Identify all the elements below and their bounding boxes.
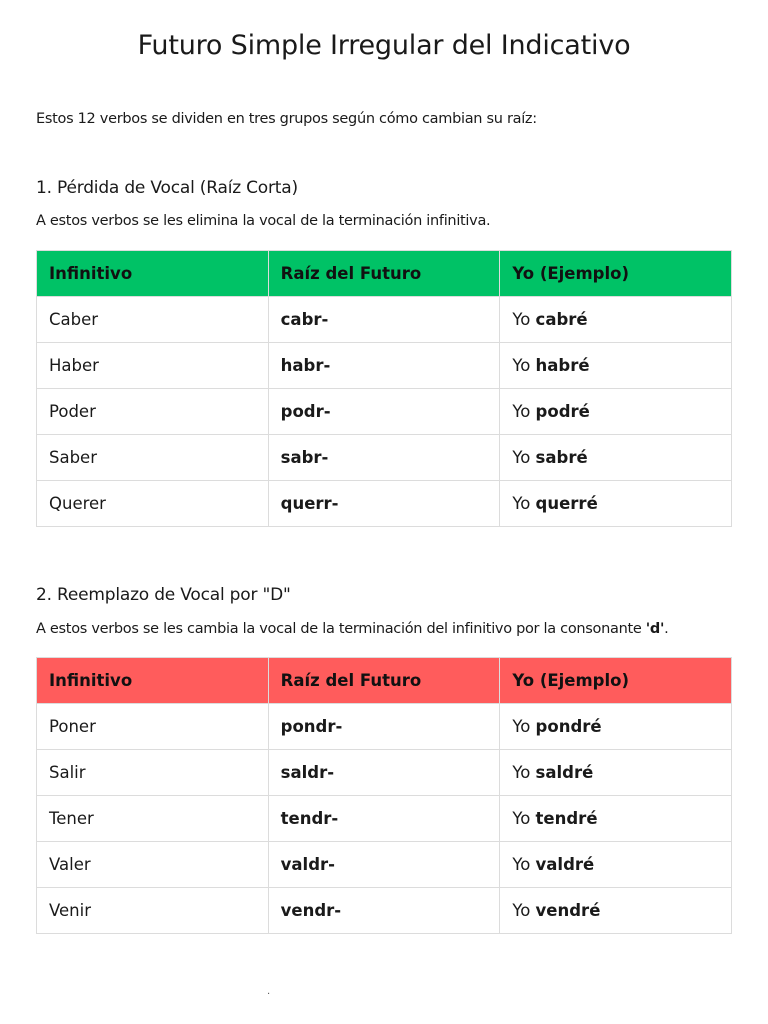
pronoun-text: Yo xyxy=(512,402,531,421)
footer-mark: . xyxy=(267,986,271,997)
conjugation-text: sabré xyxy=(535,448,588,467)
root-text: habr- xyxy=(280,356,331,375)
cell-root xyxy=(268,842,500,888)
cell-root xyxy=(268,435,500,481)
cell-infinitive: Venir xyxy=(37,888,269,934)
conjugation-text: cabré xyxy=(535,310,588,329)
conjugation-text: saldré xyxy=(535,763,594,782)
cell-infinitive: Poner xyxy=(37,704,269,750)
description-emphasis: 'd' xyxy=(645,621,665,637)
conjugation-text: vendré xyxy=(535,901,601,920)
root-text: tendr- xyxy=(280,809,339,828)
pronoun-text: Yo xyxy=(512,494,531,513)
cell-root xyxy=(268,297,500,343)
cell-root xyxy=(268,796,500,842)
table-header-row xyxy=(37,658,732,704)
root-text: sabr- xyxy=(280,448,329,467)
cell-example xyxy=(500,435,732,481)
root-text: podr- xyxy=(280,402,331,421)
conjugation-text: habré xyxy=(535,356,590,375)
cell-root xyxy=(268,888,500,934)
table-row xyxy=(37,888,732,934)
table-row xyxy=(37,297,732,343)
conjugation-text: podré xyxy=(535,402,590,421)
header-root: Raíz del Futuro xyxy=(268,658,500,704)
cell-example xyxy=(500,842,732,888)
cell-example xyxy=(500,343,732,389)
cell-infinitive: Haber xyxy=(37,343,269,389)
description-text: A estos verbos se les cambia la vocal de la terminación del infinitivo por la consonante xyxy=(36,621,642,637)
root-text: saldr- xyxy=(280,763,335,782)
cell-infinitive: Caber xyxy=(37,297,269,343)
cell-infinitive: Valer xyxy=(37,842,269,888)
conjugation-text: tendré xyxy=(535,809,598,828)
cell-root xyxy=(268,750,500,796)
cell-infinitive: Tener xyxy=(37,796,269,842)
cell-example xyxy=(500,888,732,934)
pronoun-text: Yo xyxy=(512,763,531,782)
cell-example xyxy=(500,796,732,842)
table-row xyxy=(37,343,732,389)
pronoun-text: Yo xyxy=(512,809,531,828)
pronoun-text: Yo xyxy=(512,717,531,736)
cell-example xyxy=(500,704,732,750)
description-end: . xyxy=(664,621,669,637)
section-heading-vowel-loss: 1. Pérdida de Vocal (Raíz Corta) xyxy=(36,178,298,198)
root-text: querr- xyxy=(280,494,339,513)
cell-example xyxy=(500,389,732,435)
intro-text: Estos 12 verbos se dividen en tres grupos según cómo cambian su raíz: xyxy=(36,111,537,127)
section-heading-vowel-to-d: 2. Reemplazo de Vocal por "D" xyxy=(36,585,291,605)
conjugation-text: pondré xyxy=(535,717,602,736)
pronoun-text: Yo xyxy=(512,855,531,874)
table-header-row xyxy=(37,251,732,297)
header-example: Yo (Ejemplo) xyxy=(500,251,732,297)
header-example: Yo (Ejemplo) xyxy=(500,658,732,704)
page-title: Futuro Simple Irregular del Indicativo xyxy=(137,30,631,61)
root-text: vendr- xyxy=(280,901,342,920)
cell-example xyxy=(500,750,732,796)
table-row xyxy=(37,435,732,481)
verb-table-vowel-to-d xyxy=(36,657,732,934)
table-row xyxy=(37,750,732,796)
header-root: Raíz del Futuro xyxy=(268,251,500,297)
table-row xyxy=(37,796,732,842)
pronoun-text: Yo xyxy=(512,356,531,375)
conjugation-text: valdré xyxy=(535,855,595,874)
header-infinitive: Infinitivo xyxy=(37,251,269,297)
table-row xyxy=(37,842,732,888)
header-infinitive: Infinitivo xyxy=(37,658,269,704)
pronoun-text: Yo xyxy=(512,310,531,329)
conjugation-text: querré xyxy=(535,494,598,513)
pronoun-text: Yo xyxy=(512,448,531,467)
section-description-vowel-to-d xyxy=(36,621,668,637)
root-text: cabr- xyxy=(280,310,329,329)
cell-example xyxy=(500,297,732,343)
verb-table-vowel-loss xyxy=(36,250,732,527)
section-description-vowel-loss: A estos verbos se les elimina la vocal de la terminación infinitiva. xyxy=(36,213,491,229)
cell-root xyxy=(268,389,500,435)
table-row xyxy=(37,481,732,527)
cell-root xyxy=(268,481,500,527)
cell-infinitive: Poder xyxy=(37,389,269,435)
table-row xyxy=(37,704,732,750)
root-text: valdr- xyxy=(280,855,335,874)
table-row xyxy=(37,389,732,435)
cell-root xyxy=(268,343,500,389)
cell-infinitive: Salir xyxy=(37,750,269,796)
root-text: pondr- xyxy=(280,717,343,736)
cell-root xyxy=(268,704,500,750)
cell-infinitive: Querer xyxy=(37,481,269,527)
cell-infinitive: Saber xyxy=(37,435,269,481)
cell-example xyxy=(500,481,732,527)
pronoun-text: Yo xyxy=(512,901,531,920)
